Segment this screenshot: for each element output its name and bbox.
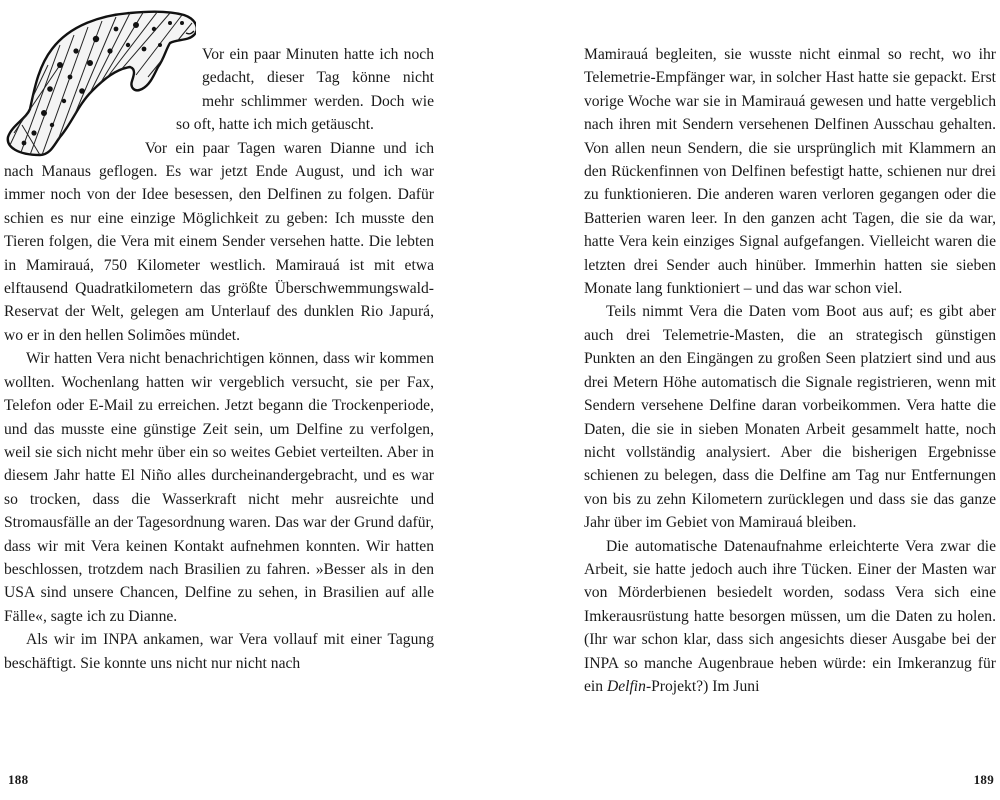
paragraph-3: Wir hatten Vera nicht benachrichtigen können, dass wir kommen wollten. Wochenlang hatten wir vergeblich versucht, sie per Fax, Telefon oder E-Mail zu erreichen. Jetzt begann die Trockenperiode, und das musste eine günstige Zeit sein, um Delfine zu verfolgen, weil sie sich nicht mehr über ein so weites Gebiet verteilten. Aber in diesem Jahr hatte El Niño alles durcheinandergebracht, und es war so trocken, dass die Wasserkraft nicht mehr ausreichte und Stromausfälle an der Tagesordnung waren. Das war der Grund dafür, dass wir mit Vera keinen Kontakt aufnehmen konnten. Wir hatten beschlossen, trotzdem nach Brasilien zu fahren. »Besser als in den USA sind unsere Chancen, Delfine zu sehen, in Brasilien auf alle Fälle«, sagte ich zu Dianne.	[4, 350, 434, 625]
paragraph-1: Mamirauá begleiten, sie wusste nicht einmal so recht, wo ihr Telemetrie-Empfänger war, in solcher Hast hatte sie gepackt. Erst vorige Woche war sie in Mamirauá gewesen und hatte vergeblich nach ihren mit Sendern versehenen Delfinen Ausschau gehalten. Von allen neun Sendern, die sie ursprünglich mit Klammern an den Rückenfinnen von Delfinen befestigt hatte, schienen nur drei zu funktionieren. Die anderen waren verloren gegangen oder die Batterien waren leer. In den ganzen acht Tagen, die sie da war, hatte Vera kein einziges Signal aufgefangen. Vielleicht waren die letzten drei Sender auch hinüber. Immerhin hatten sie sieben Monate lang funktioniert – und das war schon viel.	[584, 46, 996, 298]
paragraph-2: Vor ein paar Tagen waren Dianne und ich nach Manaus geflogen. Es war jetzt Ende August, und ich war immer noch von der Idee besessen, den Delfinen zu folgen. Dafür schien es nur eine einzige Möglichkeit zu geben: Ich musste den Tieren folgen, die Vera mit einem Sender versehen hatte. Die lebten in Mamirauá, 750 Kilometer westlich. Mamirauá ist mit etwa elftausend Quadratkilometern das größte Überschwemmungswald-Reservat der Welt, gelegen am Unterlauf des dunklen Rio Japurá, wo er in den hellen Solimões mündet.	[4, 139, 434, 344]
paragraph-3-end: -Projekt?) Im Juni	[645, 677, 760, 695]
page-number: 188	[8, 772, 29, 787]
paragraph-3-text: Die automatische Datenaufnahme erleichterte Vera zwar die Arbeit, sie hatte jedoch auch ihre Tücken. Einer der Masten war von Mörderbienen besiedelt worden, sodass Vera sich eine Imkerausrüstung hatte besorgen müssen, um die Daten zu holen. (Ihr war schon klar, dass sich angesichts dieser Ausgabe bei der INPA so manche Augenbraue heben würde: ein Imkeranzug für ein	[584, 537, 996, 695]
paragraph-4: Als wir im INPA ankamen, war Vera vollauf mit einer Tagung beschäftigt. Sie konnte uns nicht nur nicht nach	[4, 631, 434, 672]
page-number: 189	[973, 772, 994, 787]
paragraph-1: Vor ein paar Minuten hatte ich noch gedacht, dieser Tag könne nicht mehr schlimmer werden. Doch wie so oft, hatte ich mich getäuscht.	[176, 46, 434, 134]
right-text-column	[584, 43, 996, 698]
left-text-column	[4, 43, 434, 675]
right-page	[500, 0, 1000, 800]
paragraph-2: Teils nimmt Vera die Daten vom Boot aus auf; es gibt aber auch drei Telemetrie-Masten, die an strategisch günstigen Punkten an den Eingängen zu großen Seen platziert sind und aus drei Metern Höhe automatisch die Signale registrieren, wenn mit Sendern versehene Delfine daran vorbeikommen. Vera hatte die Daten, die sie in sieben Monaten Arbeit gesammelt hatte, noch nicht vollständig analysiert. Aber die bisherigen Ergebnisse schienen zu belegen, dass die Delfine am Tag nur Entfernungen von bis zu zehn Kilometern zurücklegen und dass sie das ganze Jahr über im Gebiet von Mamirauá bleiben.	[584, 303, 996, 532]
italic-word: Delfin	[606, 677, 646, 695]
paragraph-3	[584, 535, 996, 699]
manatee-illustration	[0, 5, 196, 141]
